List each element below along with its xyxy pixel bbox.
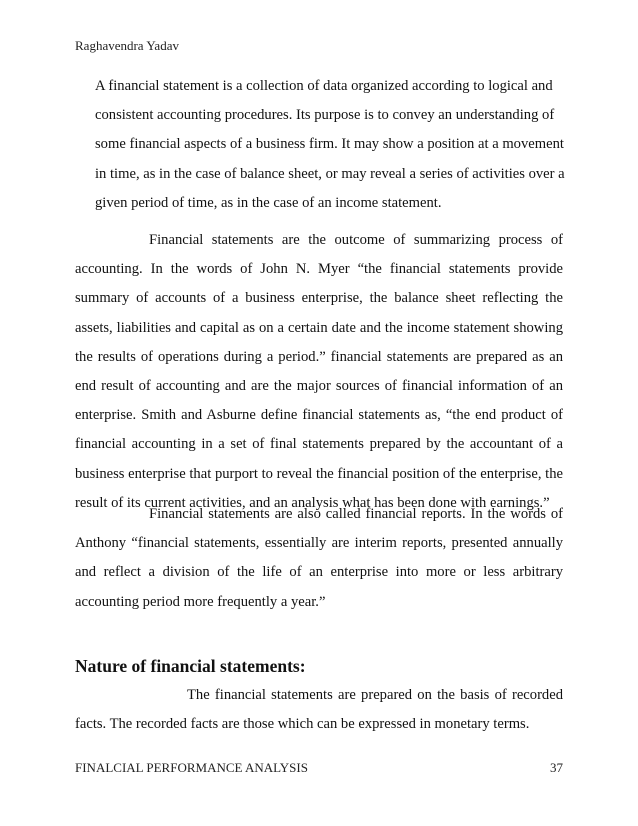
footer-title: FINALCIAL PERFORMANCE ANALYSIS (75, 760, 308, 775)
page-number: 37 (550, 760, 563, 775)
body-paragraph-2: Financial statements are also called financial reports. In the words of Anthony “financial statements, essentially are interim reports, presented annually and reflect a division of the life of an enterprise into more or less arbitrary accounting period more frequently a year.” (75, 506, 563, 610)
section-heading: Nature of financial statements: (75, 656, 306, 676)
page-header-author: Raghavendra Yadav (75, 38, 179, 53)
intro-paragraph: A financial statement is a collection of data organized according to logical and consistent accounting procedures. Its purpose is to convey an understanding of some financial aspects of a business firm. It may show a position at a movement in time, as in the case of balance sheet, or may reveal a series of activities over a given period of time, as in the case of an income statement. (95, 78, 565, 211)
body-paragraph-1: Financial statements are the outcome of summarizing process of accounting. In the words of John N. Myer “the financial statements provide summary of accounts of a business enterprise, the balance sheet reflecting the assets, liabilities and capital as on a certain date and the income statement showing the results of operations during a period.” financial statements are prepared as an end result of accounting and are the major sources of financial information of an enterprise. Smith and Asburne define financial statements as, “the end product of financial accounting in a set of final statements prepared by the accountant of a business enterprise that purport to reveal the financial position of the enterprise, the result of its current activities, and an analysis what has been done with earnings.” (75, 232, 563, 511)
section-paragraph: The financial statements are prepared on the basis of recorded facts. The recorded facts are those which can be expressed in monetary terms. (75, 687, 563, 733)
page-footer (75, 760, 563, 776)
